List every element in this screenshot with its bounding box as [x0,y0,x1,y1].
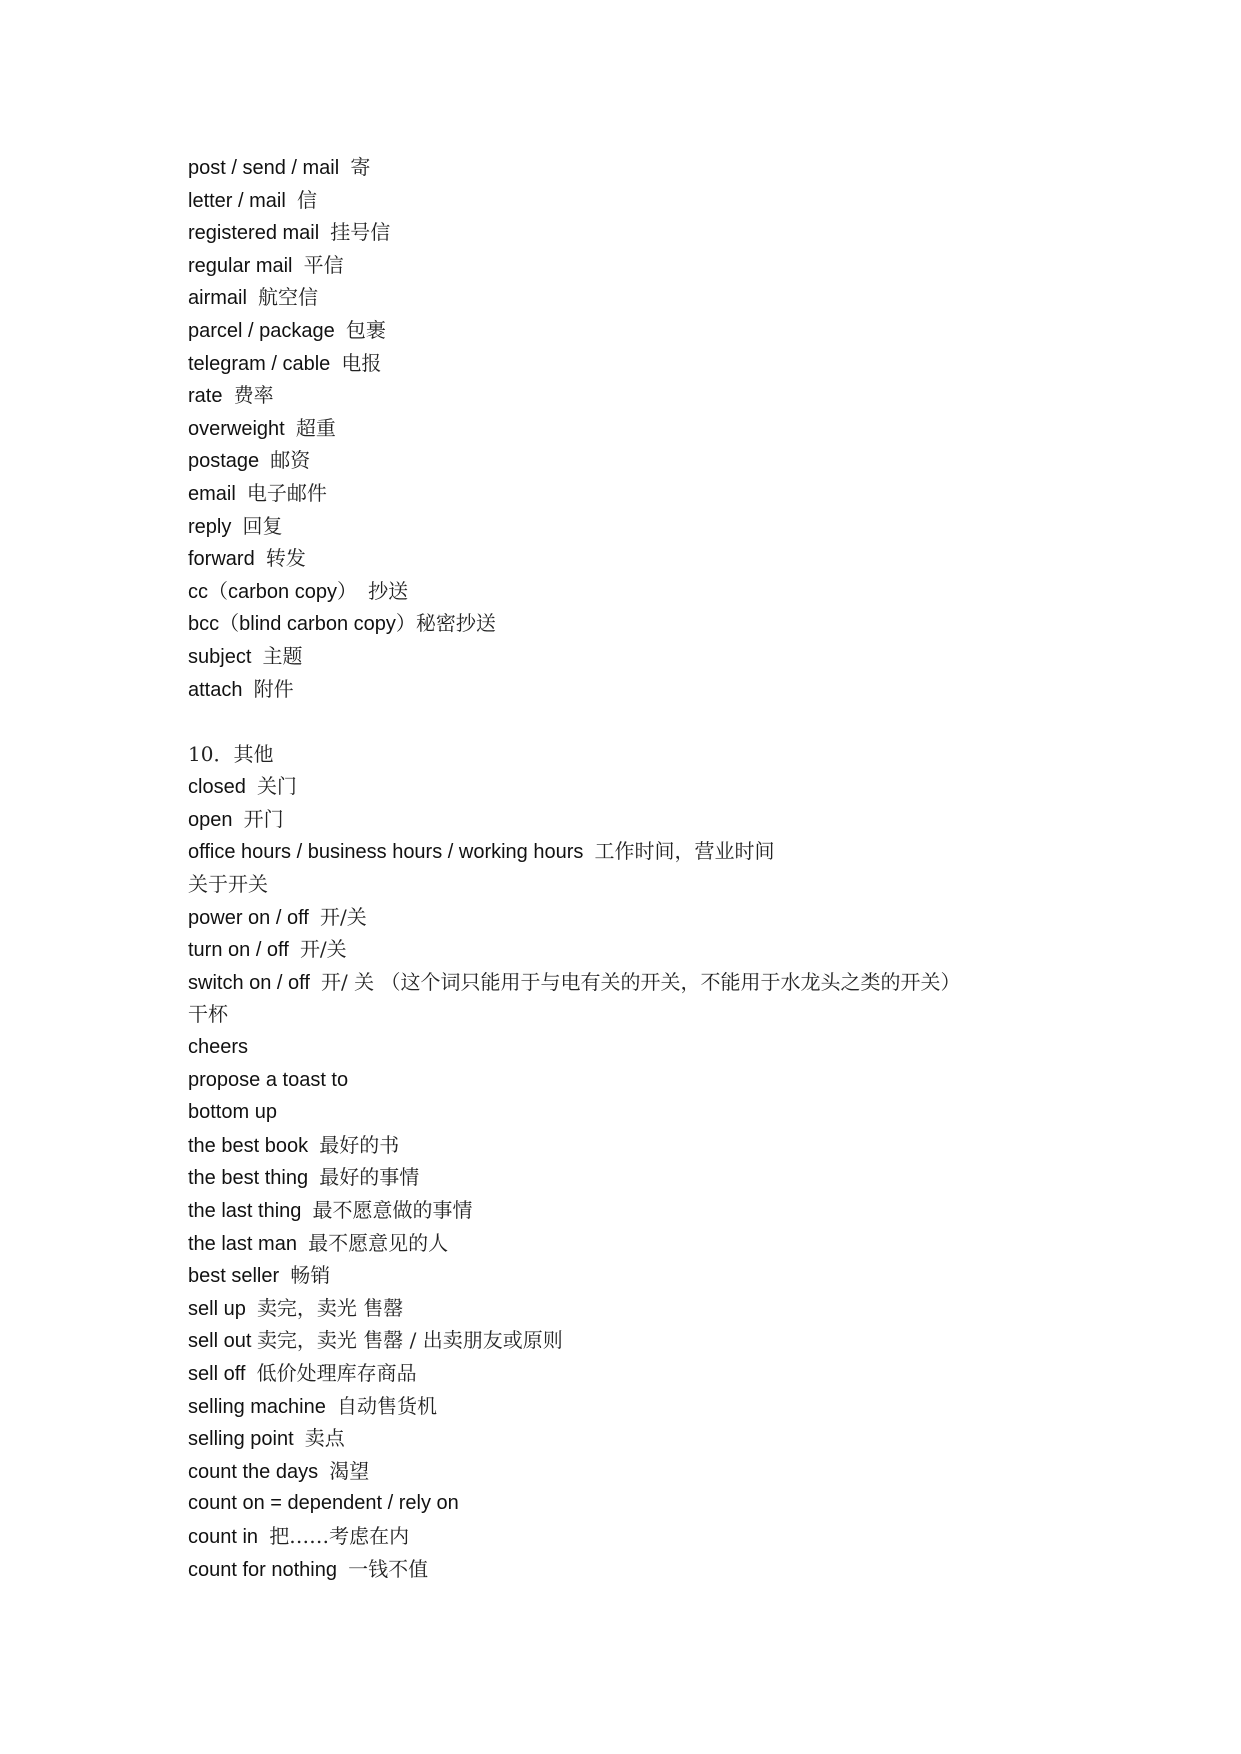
vocab-entry [188,1357,1088,1390]
term-en: email [188,482,236,505]
term-zh: 最好的事情 [319,1165,420,1190]
vocab-entry [188,347,1088,380]
term-zh: 低价处理库存商品 [256,1360,417,1385]
term-zh: 回复 [242,513,283,538]
subheading [188,868,1088,901]
vocab-entry [188,1487,1088,1520]
vocab-entry [188,1324,1088,1357]
term-zh: 超重 [295,415,336,440]
term-en: closed [188,776,246,799]
vocab-entry [188,1259,1088,1292]
term-en: letter / mail [188,189,286,212]
term-en: attach [188,678,243,701]
term-zh: 电子邮件 [246,480,327,505]
vocab-entry [188,184,1088,217]
vocabulary-list [188,151,1088,1585]
subheading [188,998,1088,1031]
term-en: rate [188,385,223,408]
vocab-entry [188,575,1088,608]
term-zh: 卖完，卖光 售罄 / 出卖朋友或原则 [256,1328,563,1353]
term-zh: 把……考虑在内 [269,1523,410,1548]
term-zh: 抄送 [368,578,409,603]
spacer [188,705,1088,738]
term-en: count in [188,1525,259,1548]
term-en: count for nothing [188,1558,337,1581]
vocab-entry [188,673,1088,706]
vocab-entry [188,803,1088,836]
term-zh: 开门 [243,806,284,831]
vocab-entry [188,966,1088,999]
term-zh: 卖点 [304,1426,345,1451]
term-zh: 开/关 [299,937,347,962]
vocab-entry [188,607,1088,640]
term-zh: 卖完，卖光 售罄 [256,1295,404,1320]
term-zh: 关门 [256,774,297,799]
vocab-entry [188,412,1088,445]
vocab-entry [188,542,1088,575]
term-zh: 干杯 [188,1002,228,1027]
term-en: the best thing [188,1167,309,1190]
vocab-entry [188,281,1088,314]
term-zh: 最好的书 [319,1132,400,1157]
term-zh: 费率 [233,383,274,408]
term-en: the last thing [188,1200,302,1222]
term-en: switch on / off [188,971,310,994]
term-zh: 关于开关 [188,872,268,897]
term-en: best seller [188,1265,280,1288]
term-en: bcc（blind carbon copy） [188,613,416,636]
term-en: overweight [188,417,285,440]
term-en: post / send / mail [188,157,340,179]
term-zh: 信 [296,187,317,212]
vocab-entry [188,510,1088,543]
vocab-entry [188,1292,1088,1325]
vocab-entry [188,216,1088,249]
term-en: telegram / cable [188,352,331,375]
term-en: sell off [188,1362,246,1385]
vocab-entry [188,1520,1088,1553]
vocab-entry [188,249,1088,282]
term-zh: 最不愿意做的事情 [312,1198,473,1222]
vocab-entry [188,901,1088,934]
vocab-entry [188,770,1088,803]
vocab-entry [188,314,1088,347]
term-en: postage [188,450,260,473]
term-en: sell up [188,1297,246,1320]
vocab-entry [188,151,1088,184]
term-zh: 平信 [303,252,344,277]
term-en: open [188,808,233,831]
term-en: reply [188,515,232,538]
vocab-entry [188,1064,1088,1097]
term-zh: 开/ 关 （这个词只能用于与电有关的开关，不能用于水龙头之类的开关） [321,969,961,994]
term-zh: 自动售货机 [336,1393,437,1418]
vocab-entry [188,1553,1088,1586]
term-en: airmail [188,287,247,310]
term-zh: 主题 [262,643,303,668]
term-en: bottom up [188,1101,277,1124]
term-en: the best book [188,1134,309,1157]
term-en: parcel / package [188,319,335,342]
term-en: count the days [188,1460,319,1483]
vocab-entry [188,1455,1088,1488]
term-zh: 邮资 [270,448,311,473]
term-en: office hours / business hours / working hours [188,841,584,864]
term-en: turn on / off [188,939,289,962]
term-zh: 渴望 [329,1458,370,1483]
vocab-entry [188,1129,1088,1162]
vocab-entry [188,444,1088,477]
term-en: regular mail [188,254,293,277]
term-zh: 转发 [265,546,306,571]
term-zh: 工作时间，营业时间 [594,839,775,864]
vocab-entry [188,1227,1088,1260]
vocab-entry [188,1096,1088,1129]
vocab-entry [188,640,1088,673]
term-en: the last man [188,1232,297,1255]
section-heading [188,738,1088,771]
term-zh: 电报 [341,350,382,375]
term-en: count on = dependent / rely on [188,1492,459,1515]
term-zh: 最不愿意见的人 [308,1230,449,1255]
term-en: subject [188,645,252,668]
term-zh: 挂号信 [330,220,391,245]
term-zh: 寄 [350,155,371,179]
vocab-entry [188,835,1088,868]
term-zh: 一钱不值 [348,1556,429,1581]
heading-text: 10．其他 [188,741,274,766]
vocab-entry [188,1031,1088,1064]
vocab-entry [188,1161,1088,1194]
term-zh: 畅销 [290,1263,331,1288]
term-zh: 航空信 [258,285,319,310]
term-en: forward [188,548,255,571]
term-en: selling point [188,1428,294,1451]
vocab-entry [188,477,1088,510]
vocab-entry [188,1390,1088,1423]
term-en: cc（carbon copy） [188,580,357,603]
term-zh: 开/关 [319,904,367,929]
term-zh: 包裹 [345,317,386,342]
term-en: cheers [188,1036,249,1059]
vocab-entry [188,1194,1088,1227]
term-en: power on / off [188,906,309,929]
vocab-entry [188,1422,1088,1455]
term-zh: 附件 [253,676,294,701]
term-en: sell out [188,1330,252,1353]
term-zh: 秘密抄送 [415,611,496,636]
term-en: propose a toast to [188,1068,349,1091]
term-en: registered mail [188,222,320,245]
vocab-entry [188,379,1088,412]
term-en: selling machine [188,1395,326,1418]
vocab-entry [188,933,1088,966]
